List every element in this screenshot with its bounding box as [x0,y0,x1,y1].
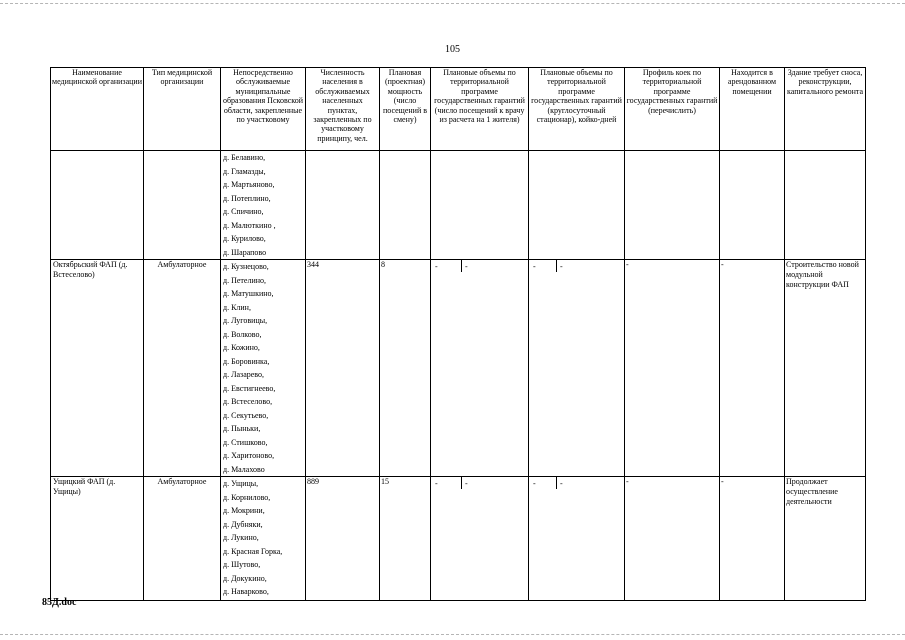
building-cell: Продолжает осуществление деятельности [785,477,866,601]
locality-item: д. Красная Горка, [223,546,283,556]
locality-item: д. Малюткино , [223,220,276,230]
locality-item: д. Пыньки, [223,424,261,433]
locality-item: д. Волково, [223,329,262,339]
localities-cell [221,477,306,601]
hospital-cell [529,477,625,601]
header-rented: Находится в арендованном помещении [720,68,785,151]
bed-profile-cell: - [625,260,720,477]
org-name-cell: Октябрьский ФАП (д. Встеселово) [51,260,144,477]
header-org-name: Наименование медицинской организации [51,68,144,151]
footer-filename: 85Д.doc [42,597,77,608]
visits-cell [431,151,529,260]
locality-item: д. Луговицы, [223,316,268,325]
org-name-cell [51,151,144,260]
org-type-cell: Амбулаторное [144,260,221,477]
locality-item: д. Гламазды, [223,166,266,176]
capacity-cell [380,151,431,260]
rented-cell: - [720,477,785,601]
header-municipalities: Непосредственно обслуживаемые муниципальные образования Псковской области, закрепленные по участковому [221,68,306,151]
locality-item: д. Дубняки, [223,519,263,529]
visits-cell [431,477,529,601]
header-bed-profile: Профиль коек по территориальной программе государственных гарантий (перечислить) [625,68,720,151]
locality-item: д. Ущицы, [223,479,259,488]
locality-item: д. Матушкино, [223,289,274,298]
locality-item: д. Корнилово, [223,492,271,502]
hospital-sub-a: - [530,477,557,489]
hospital-sub-b: - [560,479,563,488]
locality-item: д. Шутово, [223,560,261,569]
header-org-type: Тип медицинской организации [144,68,221,151]
hospital-sub-b: - [560,262,563,271]
bed-profile-cell: - [625,477,720,601]
page-number: 105 [445,44,460,55]
locality-item: д. Шарапово [223,247,267,257]
locality-item: д. Боровинка, [223,356,270,366]
rented-cell [720,151,785,260]
header-planned-hospital: Плановые объемы по территориальной программе государственных гарантий (круглосуточный стационар), койко-дней [529,68,625,151]
locality-item: д. Потеплино, [223,193,271,203]
locality-item: д. Стишково, [223,437,268,447]
visits-sub-b: - [465,262,468,271]
header-building-status: Здание требует сноса, реконструкции, капитального ремонта [785,68,866,151]
locality-item: д. Петелино, [223,275,266,285]
header-row [51,68,866,151]
locality-item: д. Клин, [223,302,251,312]
locality-item: д. Встеселово, [223,397,273,406]
org-type-cell: Амбулаторное [144,477,221,601]
locality-item: д. Евстигнеево, [223,383,276,393]
header-population: Численность населения в обслуживаемых населенных пунктах, закрепленных по участковому принципу, чел. [306,68,380,151]
visits-sub-a: - [432,260,462,272]
visits-cell [431,260,529,477]
capacity-cell: 15 [380,477,431,601]
table-row [51,151,866,260]
rented-cell: - [720,260,785,477]
table-row [51,477,866,601]
locality-item: д. Малахово [223,464,265,474]
facilities-table [50,67,866,601]
header-capacity: Плановая (проектная) мощность (число посещений в смену) [380,68,431,151]
locality-item: д. Лукино, [223,533,259,542]
population-cell: 344 [306,260,380,477]
locality-item: д. Белавино, [223,153,266,162]
hospital-cell [529,260,625,477]
org-type-cell [144,151,221,260]
locality-item: д. Лазарево, [223,370,265,379]
locality-item: д. Кожино, [223,343,260,352]
bed-profile-cell [625,151,720,260]
locality-item: д. Спичино, [223,207,264,216]
locality-item: д. Кузнецово, [223,262,269,271]
building-cell [785,151,866,260]
population-cell [306,151,380,260]
hospital-sub-a: - [530,260,557,272]
localities-cell [221,260,306,477]
header-planned-visits: Плановые объемы по территориальной программе государственных гарантий (число посещений к врачу из расчета на 1 жителя) [431,68,529,151]
locality-item: д. Мокрини, [223,506,265,515]
building-cell: Строительство новой модульной конструкции ФАП [785,260,866,477]
capacity-cell: 8 [380,260,431,477]
hospital-cell [529,151,625,260]
org-name-cell: Ущицкий ФАП (д. Ущицы) [51,477,144,601]
visits-sub-b: - [465,479,468,488]
scan-edge-bottom [0,634,905,635]
localities-cell [221,151,306,260]
locality-item: д. Наварково, [223,587,269,596]
table-row [51,260,866,477]
scan-edge-top [0,3,905,4]
visits-sub-a: - [432,477,462,489]
locality-item: д. Курилово, [223,234,266,243]
locality-item: д. Докукино, [223,573,267,583]
population-cell: 889 [306,477,380,601]
locality-item: д. Секутьево, [223,410,269,420]
locality-item: д. Мартьяново, [223,180,275,189]
locality-item: д. Харитоново, [223,451,275,460]
